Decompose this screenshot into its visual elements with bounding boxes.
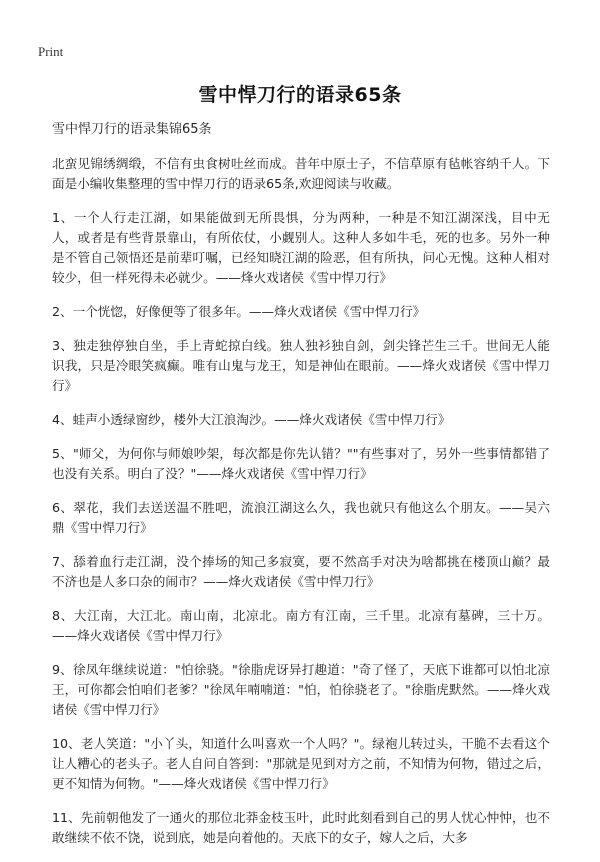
article-subtitle: 雪中悍刀行的语录集锦65条 [52,122,212,137]
quote-paragraph-10: 10、老人笑道："小丫头，知道什么叫喜欢一个人吗？"。绿袍儿转过头，干脆不去看这个让人糟心的老头子。老人自问自答到："那就是见到对方之前，不知情为何物，错过之后，更不知情为何物。"——烽火戏诸侯《雪中悍刀行》 [52,736,550,791]
intro-paragraph: 北蛮见锦绣绸缎，不信有虫食树吐丝而成。昔年中原士子，不信草原有毡帐容纳千人。下面是小编收集整理的雪中悍刀行的语录65条,欢迎阅读与收藏。 [52,156,550,191]
quote-paragraph-7: 7、舔着血行走江湖，没个捧场的知己多寂寞，要不然高手对决为啥都挑在楼顶山巅？最不济也是人多口杂的闹市？——烽火戏诸侯《雪中悍刀行》 [52,554,550,589]
quote-paragraph-6: 6、翠花，我们去送送温不胜吧，流浪江湖这么久，我也就只有他这么个朋友。——吴六鼎《雪中悍刀行》 [52,500,550,535]
quote-paragraph-11: 11、先前朝他发了一通火的那位北莽金枝玉叶，此时此刻看到自己的男人忧心忡忡，也不敢继续不依不饶，说到底，她是向着他的。天底下的女子，嫁人之后，大多 [52,810,550,845]
print-label: Print [38,44,64,59]
quote-paragraph-4: 4、蛙声小透绿窗纱，楼外大江浪淘沙。——烽火戏诸侯《雪中悍刀行》 [52,412,451,427]
page-title: 雪中悍刀行的语录65条 [198,84,402,106]
quote-paragraph-3: 3、独走独停独自坐，手上青蛇掠白线。独人独衫独自剑，剑尖锋芒生三千。世间无人能识我，只是冷眼笑疯癫。唯有山鬼与龙王，知是神仙在眼前。——烽火戏诸侯《雪中悍刀行》 [52,338,550,393]
quote-paragraph-8: 8、大江南，大江北。南山南，北凉北。南方有江南，三千里。北凉有墓碑，三十万。——烽火戏诸侯《雪中悍刀行》 [52,608,550,643]
quote-paragraph-9: 9、徐凤年继续说道："怕徐骁。"徐脂虎讶异打趣道："奇了怪了，天底下谁都可以怕北凉王，可你都会怕咱们老爹？"徐凤年喃喃道："怕，怕徐骁老了。"徐脂虎默然。——烽火戏诸侯《雪中悍刀行》 [52,662,550,717]
quote-paragraph-2: 2、一个恍惚，好像便等了很多年。——烽火戏诸侯《雪中悍刀行》 [52,304,426,319]
quote-paragraph-1: 1、一个人行走江湖，如果能做到无所畏惧，分为两种，一种是不知江湖深浅，目中无人，或者是有些背景靠山，有所依仗，小觑别人。这种人多如牛毛，死的也多。另外一种是不管自己领悟还是前辈叮嘱，已经知晓江湖的险恶，但有所执，问心无愧。这种人相对较少，但一样死得未必就少。——烽火戏诸侯《雪中悍刀行》 [52,210,550,285]
article-body [52,120,550,862]
quote-paragraph-5: 5、"师父，为何你与师娘吵架，每次都是你先认错？""有些事对了，另外一些事情都错了也没有关系。明白了没？"——烽火戏诸侯《雪中悍刀行》 [52,446,550,481]
